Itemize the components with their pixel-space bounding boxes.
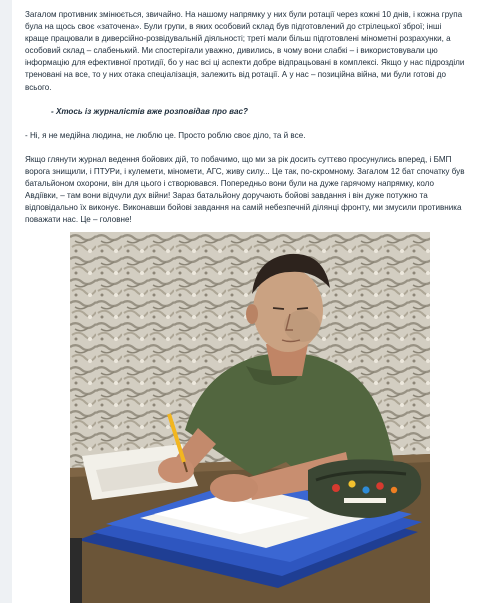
interview-question: - Хтось із журналістів вже розповідав про вас? xyxy=(51,106,248,116)
left-sidebar-strip xyxy=(0,0,12,603)
article-body xyxy=(25,9,467,238)
interview-answer: - Ні, я не медійна людина, не люблю це. Просто роблю своє діло, та й все. xyxy=(25,130,306,140)
article-paragraph: Якщо глянути журнал ведення бойових дій, то побачимо, що ми за рік досить суттєво просунулись вперед, і БМП ворога знищили, і ПТУРи, і кулемети, міномети, АГС, живу силу... Це так, по-скромному. Загалом 12 бат спочатку був батальйоном охорони, він для цього і створювався. Попередньо вони були на дуже гарячому напрямку, коло Авдіївки, – там вони відчули дух війни! Зараз батальйону доручають бойові завдання і він дуже потужно та відповідально їх виконує. Виконавши бойові завдання на самій небезпечній ділянці фронту, ми змусили противника поважати нас. Це – головне! xyxy=(25,154,465,225)
article-photo xyxy=(70,232,430,603)
photo-soldier-writing-icon xyxy=(70,232,430,603)
article-paragraph: Загалом противник змінюється, звичайно. На нашому напрямку у них були ротації через кожні 10 днів, і кожна група була на щось своє «заточена». Були групи, в яких особовий склад був підготовлений до стрілецької зброї; інші краще працювали в диверсійно-розвідувальній діяльності; треті мали більш підготовлені мінометні розрахунки, а особовий склад – слабенький. Ми спостерігали уважно, дивились, в чому вони слабкі – і використовували цю інформацію для ефективної протидії, бо у нас всі ці аспекти добре відпрацьовані в комплексі. Якщо у нас підрозділи треновані на все, то у них отака спеціалізація, залежить від ротації. А у нас – позиційна війна, ми були готові до всього. xyxy=(25,10,465,92)
